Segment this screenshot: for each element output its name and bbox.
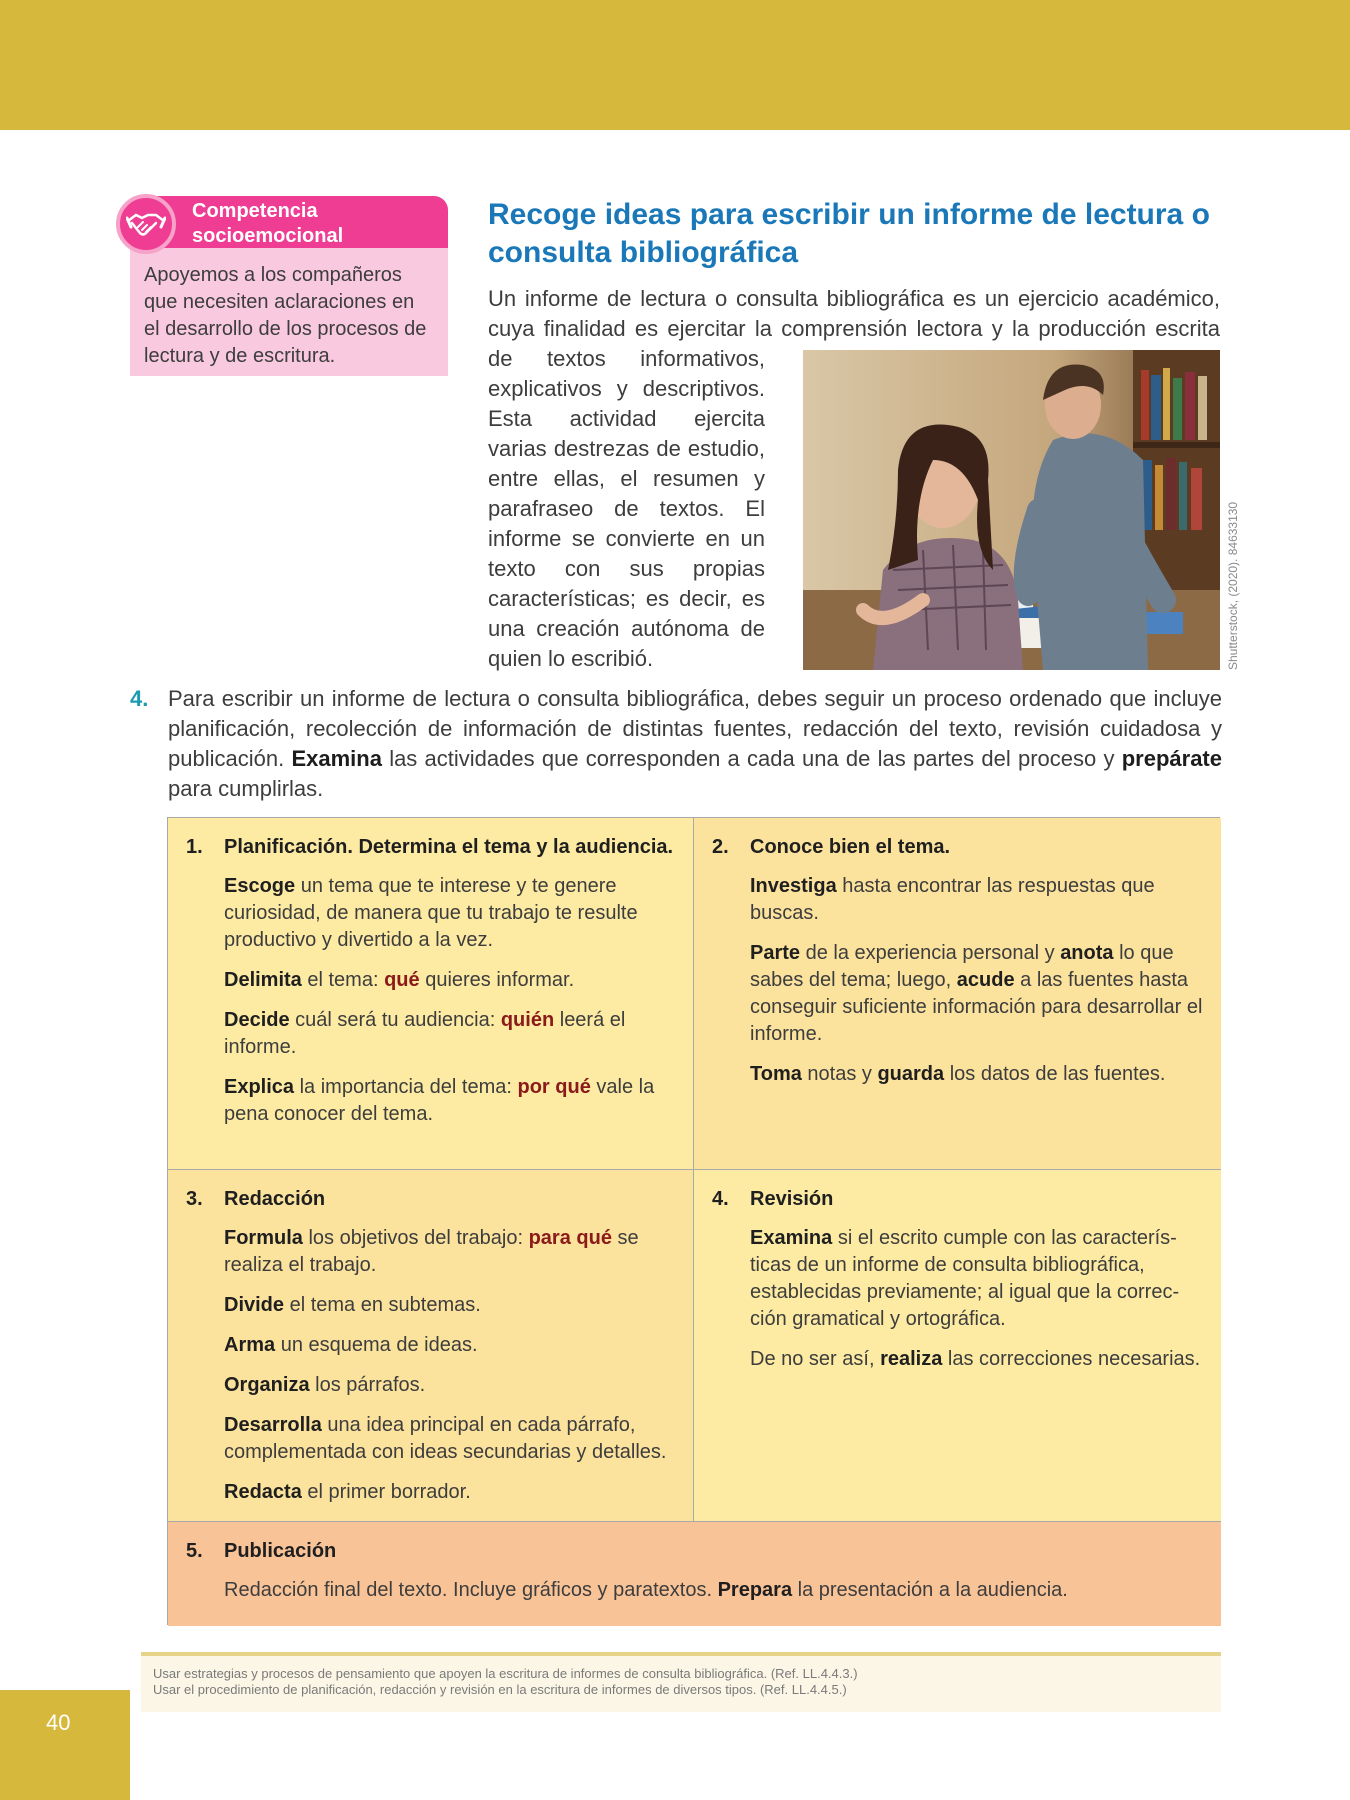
- section-title: Recoge ideas para escribir un informe de lectura o consulta bibliográfica: [488, 198, 1210, 269]
- step-conoce-tema: [694, 818, 1221, 1170]
- activity-text: Para escribir un informe de lectura o consulta bibliográfica, debes seguir un proceso ordenado que incluye planificación, recolección de información de distintas fuentes, redacción del texto, revisión cuidadosa y publicación. Examina las actividades que corresponden a cada una de las partes del proceso y prepárate para cumplirlas.: [168, 686, 1222, 801]
- curriculum-note: Usar estrategias y procesos de pensamiento que apoyen la escritura de informes de consulta bibliográfica. (Ref. LL.4.4.3.) Usar el procedimiento de planificación, redacción y revisión en la escritura de informes de diversos tipos. (Ref. LL.4.4.5.): [141, 1652, 1221, 1712]
- step-heading: 1. Planificación. Determina el tema y la audiencia.: [186, 836, 674, 858]
- handshake-icon: [116, 194, 176, 254]
- list-item: Divide el tema en subtemas.: [224, 1294, 481, 1316]
- list-item: Redacción final del texto. Incluye gráficos y paratextos. Prepara la presentación a la audiencia.: [224, 1579, 1068, 1601]
- photo-credit: Shutterstock, (2020). 84633130: [1226, 501, 1240, 670]
- list-item: Organiza los párrafos.: [224, 1374, 426, 1396]
- list-item: Toma notas y guarda los datos de las fuentes.: [750, 1063, 1166, 1085]
- header-band: [0, 0, 1350, 130]
- step-heading: 3. Redacción: [186, 1188, 326, 1210]
- list-item: Examina si el escrito cumple con las características de un informe de consulta bibliográfica, establecidas previamente; al igual que la corrección gramatical y ortográfica.: [750, 1227, 1180, 1330]
- list-item: Investiga hasta encontrar las respuestas que buscas.: [750, 875, 1155, 924]
- step-revision: [694, 1170, 1221, 1521]
- intro-text: Un informe de lectura o consulta bibliográfica es un ejercicio académico, cuya finalidad es ejercitar la comprensión lectora y la producción escrita: [488, 286, 1220, 341]
- list-item: Parte de la experiencia personal y anota lo que sabes del tema; luego, acude a las fuentes hasta conseguir suficiente información para desarrollar el informe.: [750, 942, 1203, 1045]
- page-number: 40: [0, 1690, 130, 1800]
- intro-column-text: de textos informativos, explicativos y descriptivos. Esta actividad ejercita varias destrezas de estudio, entre ellas, el resumen y parafraseo de textos. El informe se convierte en un texto con sus propias características; es decir, es una creación autónoma de quien lo escribió.: [488, 346, 765, 671]
- list-item: Arma un esquema de ideas.: [224, 1334, 478, 1356]
- step-planificacion: [168, 818, 694, 1170]
- step-redaccion: [168, 1170, 694, 1521]
- activity-number: 4.: [130, 686, 149, 711]
- competencia-box: [130, 196, 448, 376]
- competencia-title: Competencia socioemocional: [192, 200, 344, 247]
- list-item: Delimita el tema: qué quieres informar.: [224, 969, 575, 991]
- list-item: Redacta el primer borrador.: [224, 1481, 471, 1503]
- list-item: Formula los objetivos del trabajo: para qué se realiza el trabajo.: [224, 1227, 639, 1276]
- process-table: [167, 817, 1220, 1625]
- competencia-text: Apoyemos a los compañeros que necesiten aclaraciones en el desarrollo de los procesos de lectura y de escritura.: [130, 248, 448, 376]
- step-heading: 4. Revisión: [712, 1188, 834, 1210]
- students-photo: [803, 350, 1220, 670]
- list-item: Decide cuál será tu audiencia: quién leerá el informe.: [224, 1009, 626, 1058]
- list-item: Desarrolla una idea principal en cada párrafo, complementada con ideas secundarias y detalles.: [224, 1414, 667, 1463]
- list-item: Explica la importancia del tema: por qué vale la pena conocer del tema.: [224, 1076, 655, 1125]
- list-item: Escoge un tema que te interese y te genere curiosidad, de manera que tu trabajo te resulte productivo y divertido a la vez.: [224, 875, 638, 951]
- step-publicacion: [168, 1521, 1221, 1626]
- activity-4: [130, 684, 1222, 804]
- step-heading: 2. Conoce bien el tema.: [712, 836, 951, 858]
- competencia-header: [130, 196, 448, 248]
- list-item: De no ser así, realiza las correcciones necesarias.: [750, 1348, 1201, 1370]
- step-heading: 5. Publicación: [186, 1540, 337, 1562]
